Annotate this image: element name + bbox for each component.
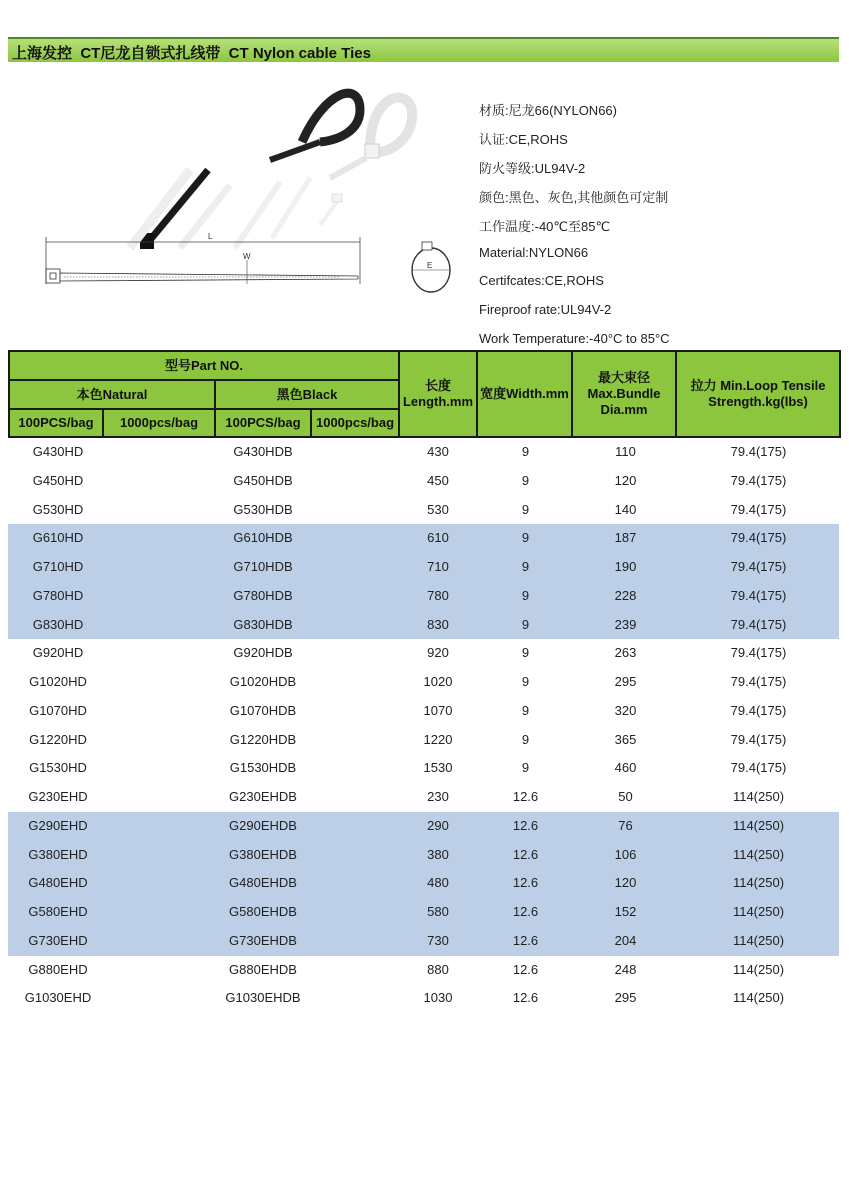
cell-black: G380EHDB — [229, 846, 297, 862]
cell-width: 9 — [521, 472, 530, 488]
header-bundle — [572, 351, 676, 437]
cell-tensile: 114(250) — [732, 990, 785, 1006]
spec-material-en: Material:NYLON66 — [479, 245, 589, 260]
cell-width: 9 — [521, 616, 530, 632]
cell-tensile: 79.4(175) — [730, 587, 787, 603]
spec-temp-cn: 工作温度:-40℃至85℃ — [479, 219, 611, 234]
cell-bundle: 120 — [614, 472, 637, 488]
cell-natural: G610HD — [32, 530, 84, 546]
cell-black: G580EHDB — [229, 904, 297, 919]
header-black-1000: 1000pcs/bag — [311, 409, 399, 437]
cell-black: G780HDB — [233, 587, 293, 603]
cell-width: 9 — [521, 731, 530, 747]
header-black-100: 100PCS/bag — [215, 409, 311, 437]
cell-bundle: 106 — [614, 846, 637, 862]
header-length-en: Length.mm — [402, 394, 474, 409]
cell-length: 920 — [427, 645, 449, 661]
table-row — [8, 956, 839, 985]
table-row — [8, 726, 839, 755]
cell-length: 480 — [427, 875, 449, 891]
table-row — [8, 553, 839, 582]
cell-length: 1070 — [423, 702, 453, 718]
cell-natural: G480EHD — [28, 875, 88, 891]
cell-tensile: 79.4(175) — [730, 702, 787, 718]
cell-natural: G290EHD — [28, 817, 88, 833]
cell-natural: G730EHD — [28, 932, 88, 948]
cell-width: 12.6 — [512, 961, 539, 977]
cell-width: 12.6 — [512, 990, 539, 1006]
cell-black: G1070HDB — [229, 702, 297, 718]
spec-color-cn: 颜色:黑色、灰色,其他颜色可定制 — [479, 190, 669, 205]
cell-bundle: 190 — [614, 559, 637, 574]
table-row — [8, 611, 839, 640]
cell-length: 430 — [427, 444, 449, 459]
cell-black: G710HDB — [233, 559, 293, 574]
cell-length: 880 — [427, 961, 449, 977]
cell-tensile: 79.4(175) — [730, 645, 787, 661]
cell-black: G480EHDB — [229, 875, 297, 891]
cell-width: 12.6 — [512, 846, 539, 862]
cell-tensile: 79.4(175) — [730, 559, 787, 574]
table-row — [8, 927, 839, 956]
cell-black: G1530HDB — [229, 760, 297, 776]
header-length — [399, 351, 477, 437]
cell-width: 12.6 — [512, 817, 539, 833]
cell-natural: G380EHD — [28, 846, 88, 862]
cell-bundle: 460 — [614, 760, 637, 776]
spec-fireproof-cn: 防火等级:UL94V-2 — [479, 161, 586, 176]
cell-width: 12.6 — [512, 789, 539, 804]
cell-natural: G1020HD — [29, 674, 87, 689]
cell-natural: G780HD — [32, 587, 84, 603]
cell-natural: G450HD — [32, 472, 84, 488]
table-row — [8, 524, 839, 553]
cell-natural: G920HD — [32, 645, 84, 661]
cell-natural: G830HD — [32, 616, 84, 632]
cell-length: 1530 — [423, 760, 453, 776]
cell-black: G610HDB — [233, 530, 293, 546]
cell-natural: G580EHD — [28, 904, 88, 919]
cell-tensile: 114(250) — [732, 846, 785, 862]
cell-black: G450HDB — [233, 472, 293, 488]
cell-length: 290 — [427, 817, 449, 833]
cell-natural: G530HD — [32, 501, 84, 517]
cell-bundle: 120 — [614, 875, 637, 891]
table-row — [8, 754, 839, 783]
spec-cert-en: Certifcates:CE,ROHS — [479, 273, 604, 288]
loop-label: E — [427, 261, 433, 270]
cell-natural: G880EHD — [28, 961, 88, 977]
header-natural-100: 100PCS/bag — [9, 409, 103, 437]
cell-bundle: 295 — [614, 990, 637, 1006]
spec-temp-en: Work Temperature:-40°C to 85°C — [479, 331, 670, 346]
cell-width: 12.6 — [512, 904, 539, 919]
table-row — [8, 869, 839, 898]
cell-tensile: 79.4(175) — [730, 760, 787, 776]
spec-cert-cn: 认证:CE,ROHS — [479, 132, 568, 147]
cell-width: 9 — [521, 674, 530, 689]
cell-bundle: 248 — [614, 961, 637, 977]
cell-length: 710 — [427, 559, 449, 574]
dimension-drawing — [46, 232, 360, 284]
cell-natural: G1530HD — [29, 760, 87, 776]
cell-length: 380 — [427, 846, 449, 862]
header-width: 宽度Width.mm — [477, 351, 572, 437]
table-row — [8, 582, 839, 611]
cell-bundle: 228 — [614, 587, 637, 603]
cell-black: G1020HDB — [229, 674, 297, 689]
cell-bundle: 263 — [614, 645, 637, 661]
table-row — [8, 812, 839, 841]
cell-black: G290EHDB — [229, 817, 297, 833]
header-length-cn: 长度 — [425, 378, 452, 393]
cell-natural: G1030EHD — [24, 990, 92, 1006]
page-title: 上海发控 CT尼龙自锁式扎线带 CT Nylon cable Ties — [12, 45, 371, 62]
length-label: L — [208, 232, 213, 241]
cell-width: 9 — [521, 645, 530, 661]
cell-tensile: 114(250) — [732, 875, 785, 891]
header-black: 黑色Black — [215, 380, 399, 409]
cell-bundle: 152 — [614, 904, 637, 919]
cell-tensile: 79.4(175) — [730, 731, 787, 747]
cell-black: G1030EHDB — [225, 990, 301, 1006]
header-part-no: 型号Part NO. — [9, 351, 399, 380]
cell-length: 530 — [427, 501, 449, 517]
cell-natural: G230EHD — [28, 789, 88, 804]
cell-black: G880EHDB — [229, 961, 297, 977]
cell-black: G920HDB — [233, 645, 293, 661]
cell-tensile: 79.4(175) — [730, 674, 787, 689]
cell-black: G430HDB — [233, 444, 293, 459]
cell-black: G830HDB — [233, 616, 293, 632]
cell-length: 1220 — [423, 731, 453, 747]
header-natural: 本色Natural — [9, 380, 215, 409]
cell-black: G230EHDB — [229, 789, 297, 804]
loop-diameter-drawing — [412, 242, 450, 292]
cell-tensile: 79.4(175) — [730, 472, 787, 488]
cell-width: 12.6 — [512, 932, 539, 948]
cell-natural: G1220HD — [29, 731, 87, 747]
header-bundle-en: Max.Bundle — [587, 386, 661, 401]
cell-tensile: 114(250) — [732, 817, 785, 833]
cell-tensile: 79.4(175) — [730, 530, 787, 546]
cell-width: 9 — [521, 444, 530, 459]
cell-natural: G1070HD — [29, 702, 87, 718]
cell-tensile: 79.4(175) — [730, 616, 787, 632]
cell-length: 450 — [427, 472, 449, 488]
cell-tensile: 114(250) — [732, 904, 785, 919]
cell-bundle: 76 — [618, 817, 633, 833]
cell-tensile: 114(250) — [732, 789, 785, 804]
cell-width: 9 — [521, 587, 530, 603]
table-row — [8, 639, 839, 668]
cell-length: 580 — [427, 904, 449, 919]
header-tensile — [676, 351, 840, 437]
cell-natural: G710HD — [32, 559, 84, 574]
table-row — [8, 697, 839, 726]
cell-bundle: 187 — [614, 530, 637, 546]
cell-width: 9 — [521, 501, 530, 517]
cell-length: 730 — [427, 932, 449, 948]
table-row — [8, 783, 839, 812]
cell-width: 9 — [521, 559, 530, 574]
header-tensile-en: Strength.kg(lbs) — [708, 394, 808, 409]
cell-length: 780 — [427, 587, 449, 603]
spec-material-cn: 材质:尼龙66(NYLON66) — [479, 103, 617, 118]
cell-tensile: 114(250) — [732, 932, 785, 948]
cell-tensile: 79.4(175) — [730, 501, 787, 517]
cell-width: 9 — [521, 530, 530, 546]
table-row — [8, 438, 839, 467]
spec-fireproof-en: Fireproof rate:UL94V-2 — [479, 302, 612, 317]
cell-tensile: 114(250) — [732, 961, 785, 977]
cell-natural: G430HD — [32, 444, 84, 459]
cell-length: 610 — [427, 530, 449, 546]
header-bundle-en2: Dia.mm — [600, 402, 648, 417]
cell-length: 830 — [427, 616, 449, 632]
cable-tie-illustration — [40, 70, 460, 300]
cell-bundle: 320 — [614, 702, 637, 718]
table-body — [8, 438, 839, 1013]
table-row — [8, 668, 839, 697]
cell-bundle: 295 — [614, 674, 637, 689]
table-row — [8, 984, 839, 1013]
cell-bundle: 239 — [614, 616, 637, 632]
cell-length: 1030 — [423, 990, 453, 1006]
cell-bundle: 50 — [618, 789, 633, 804]
cell-black: G730EHDB — [229, 932, 297, 948]
cell-width: 9 — [521, 760, 530, 776]
cell-bundle: 365 — [614, 731, 637, 747]
cell-tensile: 79.4(175) — [730, 444, 787, 459]
cell-bundle: 140 — [614, 501, 637, 517]
cell-length: 230 — [427, 789, 449, 804]
cell-width: 12.6 — [512, 875, 539, 891]
header-bundle-cn: 最大束径 — [598, 370, 651, 385]
cell-bundle: 110 — [615, 444, 636, 459]
table-row — [8, 467, 839, 496]
table-row — [8, 841, 839, 870]
cell-length: 1020 — [423, 674, 453, 689]
width-label: W — [243, 252, 251, 261]
cell-width: 9 — [521, 702, 530, 718]
title-bar — [8, 37, 839, 62]
table-row — [8, 898, 839, 927]
header-natural-1000: 1000pcs/bag — [103, 409, 215, 437]
header-tensile-cn: 拉力 Min.Loop Tensile — [690, 378, 826, 393]
white-tie-image — [130, 98, 412, 248]
cell-black: G530HDB — [233, 501, 293, 517]
table-row — [8, 496, 839, 525]
cell-black: G1220HDB — [229, 731, 297, 747]
table-header — [8, 350, 841, 438]
cell-bundle: 204 — [614, 932, 637, 948]
